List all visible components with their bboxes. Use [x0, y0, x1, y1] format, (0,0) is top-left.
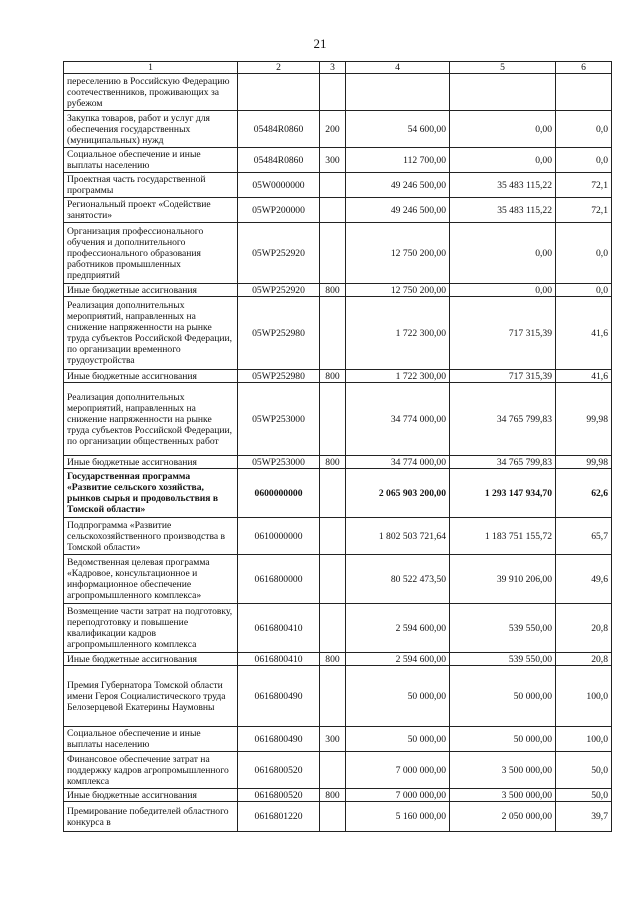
header-col-type: 3: [320, 62, 346, 74]
row-fact-amount: 1 293 147 934,70: [450, 469, 556, 518]
row-fact-amount: 39 910 206,00: [450, 555, 556, 604]
row-fact-amount: 35 483 115,22: [450, 173, 556, 198]
row-plan-amount: 12 750 200,00: [346, 284, 450, 297]
row-percent: 49,6: [556, 555, 612, 604]
row-percent: 20,8: [556, 604, 612, 653]
row-expense-type: 300: [320, 727, 346, 752]
row-plan-amount: 2 065 903 200,00: [346, 469, 450, 518]
row-fact-amount: 717 315,39: [450, 370, 556, 383]
row-name: Финансовое обеспечение затрат на поддержку кадров агропромышленного комплекса: [64, 752, 238, 789]
row-fact-amount: 50 000,00: [450, 727, 556, 752]
row-name: Реализация дополнительных мероприятий, направленных на снижение напряженности на рынке труда субъектов Российской Федерации, по организации временного трудоустройства: [64, 297, 238, 370]
row-name: Социальное обеспечение и иные выплаты населению: [64, 148, 238, 173]
row-code: 0616800520: [238, 752, 320, 789]
row-name: Региональный проект «Содействие занятости»: [64, 198, 238, 223]
row-expense-type: [320, 173, 346, 198]
row-percent: [556, 74, 612, 111]
header-row: [64, 62, 612, 74]
row-expense-type: [320, 223, 346, 284]
row-percent: 72,1: [556, 198, 612, 223]
row-code: 0616800000: [238, 555, 320, 604]
table-row: [64, 604, 612, 653]
row-percent: 39,7: [556, 802, 612, 832]
row-plan-amount: 1 802 503 721,64: [346, 518, 450, 555]
row-expense-type: 800: [320, 653, 346, 666]
table-row: [64, 74, 612, 111]
header-col-code: 2: [238, 62, 320, 74]
row-plan-amount: 49 246 500,00: [346, 198, 450, 223]
row-name: Ведомственная целевая программа «Кадровое, консультационное и информационное обеспечение агропромышленного комплекса»: [64, 555, 238, 604]
row-percent: 0,0: [556, 223, 612, 284]
row-name: Премирование победителей областного конкурса в: [64, 802, 238, 832]
row-plan-amount: 50 000,00: [346, 666, 450, 727]
row-fact-amount: 0,00: [450, 223, 556, 284]
row-expense-type: [320, 555, 346, 604]
table-row: [64, 727, 612, 752]
table-row: [64, 173, 612, 198]
row-percent: 50,0: [556, 752, 612, 789]
row-code: 05W0000000: [238, 173, 320, 198]
row-code: 05484R0860: [238, 111, 320, 148]
table-row: [64, 111, 612, 148]
row-expense-type: 200: [320, 111, 346, 148]
row-percent: 20,8: [556, 653, 612, 666]
row-code: 0616800410: [238, 604, 320, 653]
row-code: 0616800410: [238, 653, 320, 666]
table-row: [64, 555, 612, 604]
row-plan-amount: 1 722 300,00: [346, 370, 450, 383]
row-code: 0616800520: [238, 789, 320, 802]
row-name: Закупка товаров, работ и услуг для обеспечения государственных (муниципальных) нужд: [64, 111, 238, 148]
row-fact-amount: 3 500 000,00: [450, 752, 556, 789]
table-row: [64, 653, 612, 666]
row-name: Иные бюджетные ассигнования: [64, 653, 238, 666]
row-percent: 62,6: [556, 469, 612, 518]
row-expense-type: [320, 297, 346, 370]
row-plan-amount: [346, 74, 450, 111]
row-expense-type: [320, 752, 346, 789]
row-expense-type: [320, 198, 346, 223]
row-fact-amount: 50 000,00: [450, 666, 556, 727]
row-name: Иные бюджетные ассигнования: [64, 456, 238, 469]
row-percent: 99,98: [556, 456, 612, 469]
row-expense-type: 800: [320, 456, 346, 469]
header-col-name: 1: [64, 62, 238, 74]
row-plan-amount: 80 522 473,50: [346, 555, 450, 604]
row-fact-amount: 34 765 799,83: [450, 383, 556, 456]
row-plan-amount: 34 774 000,00: [346, 456, 450, 469]
table-row: [64, 297, 612, 370]
table-row: [64, 802, 612, 832]
row-expense-type: [320, 802, 346, 832]
table-row: [64, 456, 612, 469]
table-row: [64, 383, 612, 456]
row-code: 0616800490: [238, 666, 320, 727]
row-name: Премия Губернатора Томской области имени Героя Социалистического труда Белозерцевой Екатерины Наумовны: [64, 666, 238, 727]
row-fact-amount: 3 500 000,00: [450, 789, 556, 802]
row-fact-amount: 1 183 751 155,72: [450, 518, 556, 555]
row-plan-amount: 7 000 000,00: [346, 752, 450, 789]
row-expense-type: [320, 666, 346, 727]
row-plan-amount: 7 000 000,00: [346, 789, 450, 802]
row-expense-type: 300: [320, 148, 346, 173]
row-code: 0616801220: [238, 802, 320, 832]
row-code: 0616800490: [238, 727, 320, 752]
row-expense-type: [320, 604, 346, 653]
row-percent: 72,1: [556, 173, 612, 198]
table-row: [64, 518, 612, 555]
row-percent: 41,6: [556, 297, 612, 370]
page-number: 21: [313, 36, 327, 51]
row-fact-amount: 0,00: [450, 284, 556, 297]
table-row: [64, 752, 612, 789]
row-name: Социальное обеспечение и иные выплаты населению: [64, 727, 238, 752]
row-plan-amount: 1 722 300,00: [346, 297, 450, 370]
table-row: [64, 469, 612, 518]
row-name: Иные бюджетные ассигнования: [64, 789, 238, 802]
table-row: [64, 666, 612, 727]
row-plan-amount: 49 246 500,00: [346, 173, 450, 198]
row-percent: 100,0: [556, 666, 612, 727]
row-percent: 0,0: [556, 111, 612, 148]
row-expense-type: 800: [320, 789, 346, 802]
row-name: Организация профессионального обучения и дополнительного профессионального образования работников промышленных предприятий: [64, 223, 238, 284]
row-fact-amount: [450, 74, 556, 111]
row-code: 0610000000: [238, 518, 320, 555]
row-fact-amount: 34 765 799,83: [450, 456, 556, 469]
row-percent: 100,0: [556, 727, 612, 752]
table-row: [64, 198, 612, 223]
table-row: [64, 148, 612, 173]
row-expense-type: 800: [320, 370, 346, 383]
row-code: 05WP253000: [238, 456, 320, 469]
table-row: [64, 284, 612, 297]
row-code: 05WP252920: [238, 284, 320, 297]
row-name: Иные бюджетные ассигнования: [64, 284, 238, 297]
row-fact-amount: 35 483 115,22: [450, 198, 556, 223]
row-code: 05WP200000: [238, 198, 320, 223]
row-code: 05484R0860: [238, 148, 320, 173]
row-name: переселению в Российскую Федерацию соотечественников, проживающих за рубежом: [64, 74, 238, 111]
row-fact-amount: 0,00: [450, 111, 556, 148]
row-name: Возмещение части затрат на подготовку, переподготовку и повышение квалификации кадров агропромышленного комплекса: [64, 604, 238, 653]
row-plan-amount: 50 000,00: [346, 727, 450, 752]
table-row: [64, 789, 612, 802]
row-fact-amount: 539 550,00: [450, 604, 556, 653]
row-plan-amount: 54 600,00: [346, 111, 450, 148]
row-code: 05WP252920: [238, 223, 320, 284]
row-percent: 41,6: [556, 370, 612, 383]
row-expense-type: [320, 469, 346, 518]
row-fact-amount: 0,00: [450, 148, 556, 173]
row-name: Реализация дополнительных мероприятий, направленных на снижение напряженности на рынке труда субъектов Российской Федерации, по организации общественных работ: [64, 383, 238, 456]
row-name: Проектная часть государственной программы: [64, 173, 238, 198]
table-body: [64, 74, 612, 832]
row-percent: 0,0: [556, 284, 612, 297]
row-plan-amount: 112 700,00: [346, 148, 450, 173]
row-expense-type: [320, 518, 346, 555]
row-code: 05WP252980: [238, 370, 320, 383]
row-plan-amount: 5 160 000,00: [346, 802, 450, 832]
header-col-fact: 5: [450, 62, 556, 74]
row-name: Подпрограмма «Развитие сельскохозяйственного производства в Томской области»: [64, 518, 238, 555]
header-col-plan: 4: [346, 62, 450, 74]
row-code: 05WP253000: [238, 383, 320, 456]
row-percent: 0,0: [556, 148, 612, 173]
row-code: 05WP252980: [238, 297, 320, 370]
row-fact-amount: 539 550,00: [450, 653, 556, 666]
row-name: Государственная программа «Развитие сельского хозяйства, рынков сырья и продовольствия в Томской области»: [64, 469, 238, 518]
row-code: 0600000000: [238, 469, 320, 518]
row-percent: 65,7: [556, 518, 612, 555]
row-code: [238, 74, 320, 111]
budget-table: [63, 61, 612, 832]
row-plan-amount: 2 594 600,00: [346, 604, 450, 653]
row-expense-type: [320, 383, 346, 456]
table-row: [64, 370, 612, 383]
table-row: [64, 223, 612, 284]
row-percent: 99,98: [556, 383, 612, 456]
row-fact-amount: 717 315,39: [450, 297, 556, 370]
row-plan-amount: 12 750 200,00: [346, 223, 450, 284]
header-col-pct: 6: [556, 62, 612, 74]
row-expense-type: [320, 74, 346, 111]
row-percent: 50,0: [556, 789, 612, 802]
row-fact-amount: 2 050 000,00: [450, 802, 556, 832]
row-plan-amount: 2 594 600,00: [346, 653, 450, 666]
row-name: Иные бюджетные ассигнования: [64, 370, 238, 383]
row-expense-type: 800: [320, 284, 346, 297]
row-plan-amount: 34 774 000,00: [346, 383, 450, 456]
